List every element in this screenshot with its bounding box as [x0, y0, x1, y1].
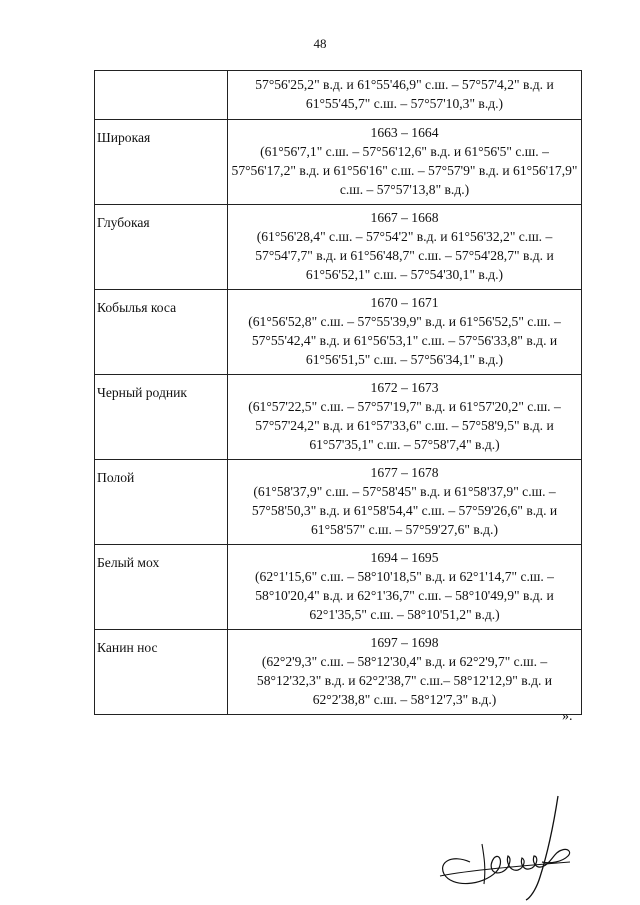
area-years: 1663 – 1664: [370, 125, 439, 140]
coordinates-table: [94, 70, 582, 715]
table-row: [95, 290, 582, 375]
area-name: Глубокая: [95, 205, 228, 290]
area-years: 1697 – 1698: [370, 635, 439, 650]
area-years: 1670 – 1671: [370, 295, 439, 310]
area-info: [228, 630, 582, 715]
area-name: Канин нос: [95, 630, 228, 715]
area-coordinates: (61°56'52,8" с.ш. – 57°55'39,9" в.д. и 61°56'52,5" с.ш. – 57°55'42,4" в.д. и 61°56'53,1" с.ш. – 57°56'33,8" в.д. и 61°56'51,5" с.ш. – 57°56'34,1" в.д.): [248, 314, 561, 367]
area-years: 1694 – 1695: [370, 550, 439, 565]
page-number: 48: [313, 36, 327, 51]
area-years: 1667 – 1668: [370, 210, 439, 225]
area-coordinates: (61°56'7,1" с.ш. – 57°56'12,6" в.д. и 61°56'5" с.ш. – 57°56'17,2" в.д. и 61°56'16" с.ш. – 57°57'9" в.д. и 61°56'17,9" с.ш. – 57°57'13,8" в.д.): [231, 144, 578, 197]
area-name: Полой: [95, 460, 228, 545]
area-years: 1672 – 1673: [370, 380, 439, 395]
area-info: [228, 205, 582, 290]
area-name: Широкая: [95, 120, 228, 205]
handwritten-signature: [430, 792, 580, 902]
area-coordinates: (61°56'28,4" с.ш. – 57°54'2" в.д. и 61°56'32,2" с.ш. – 57°54'7,7" в.д. и 61°56'48,7" с.ш. – 57°54'28,7" в.д. и 61°56'52,1" с.ш. – 57°54'30,1" в.д.): [255, 229, 554, 282]
table-row: [95, 120, 582, 205]
area-coordinates: (61°58'37,9" с.ш. – 57°58'45" в.д. и 61°58'37,9" с.ш. – 57°58'50,3" в.д. и 61°58'54,4" с.ш. – 57°59'26,6" в.д. и 61°58'57" с.ш. – 57°59'27,6" в.д.): [251, 484, 558, 537]
closing-quote-mark: ».: [562, 709, 573, 724]
area-years: 1677 – 1678: [370, 465, 439, 480]
continuation-cell: 57°56'25,2" в.д. и 61°55'46,9" с.ш. – 57°57'4,2" в.д. и 61°55'45,7" с.ш. – 57°57'10,3" в.д.): [228, 71, 582, 120]
area-info: [228, 375, 582, 460]
table-row: [95, 375, 582, 460]
table-row: [95, 205, 582, 290]
name-cell-empty: [95, 71, 228, 120]
area-name: Черный родник: [95, 375, 228, 460]
area-coordinates: (62°2'9,3" с.ш. – 58°12'30,4" в.д. и 62°2'9,7" с.ш. – 58°12'32,3" в.д. и 62°2'38,7" с.ш.– 58°12'12,9" в.д. и 62°2'38,8" с.ш. – 58°12'7,3" в.д.): [256, 654, 553, 707]
table-row: [95, 71, 582, 120]
area-coordinates: (61°57'22,5" с.ш. – 57°57'19,7" в.д. и 61°57'20,2" с.ш. – 57°57'24,2" в.д. и 61°57'33,6" с.ш. – 57°58'9,5" в.д. и 61°57'35,1" с.ш. – 57°58'7,4" в.д.): [248, 399, 561, 452]
area-coordinates: (62°1'15,6" с.ш. – 58°10'18,5" в.д. и 62°1'14,7" с.ш. – 58°10'20,4" в.д. и 62°1'36,7" с.ш. – 58°10'49,9" в.д. и 62°1'35,5" с.ш. – 58°10'51,2" в.д.): [255, 569, 554, 622]
area-name: Белый мох: [95, 545, 228, 630]
area-info: [228, 460, 582, 545]
table-row: [95, 545, 582, 630]
table-row: [95, 630, 582, 715]
area-name: Кобылья коса: [95, 290, 228, 375]
area-info: [228, 290, 582, 375]
table-row: [95, 460, 582, 545]
area-info: [228, 120, 582, 205]
area-info: [228, 545, 582, 630]
